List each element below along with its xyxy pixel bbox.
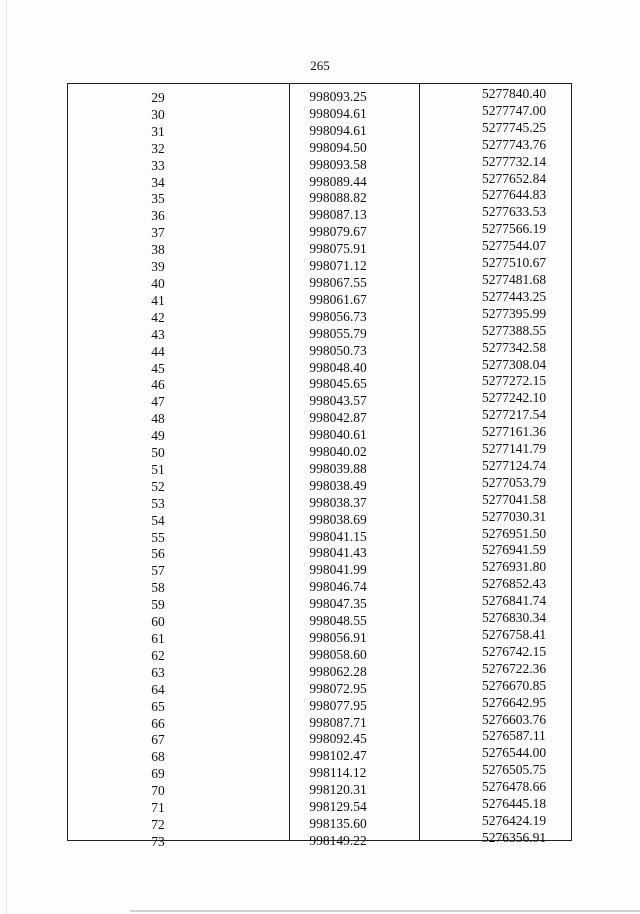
x-coordinate-cell: 998129.54 <box>309 799 367 815</box>
x-coordinate-cell: 998039.88 <box>309 460 367 476</box>
x-coordinate-cell: 998094.61 <box>309 122 367 138</box>
point-number-cell: 38 <box>151 242 165 258</box>
x-coordinate-cell: 998040.02 <box>309 444 367 460</box>
point-number-cell: 60 <box>151 614 165 630</box>
y-coordinate-cell: 5276642.95 <box>481 694 547 710</box>
y-coordinate-cell: 5277443.25 <box>481 288 547 304</box>
point-number-cell: 30 <box>151 106 165 122</box>
x-coordinate-cell: 998087.71 <box>309 714 367 730</box>
x-coordinate-cell: 998046.74 <box>309 579 367 595</box>
y-coordinate-cell: 5276544.00 <box>481 745 547 761</box>
x-coordinate-cell: 998038.69 <box>309 511 367 527</box>
point-number-cell: 40 <box>151 275 165 291</box>
y-coordinate-cell: 5276830.34 <box>481 610 547 626</box>
y-coordinate-cell: 5276931.80 <box>481 559 547 575</box>
x-coordinate-cell: 998056.91 <box>309 630 367 645</box>
point-number-cell: 35 <box>151 191 165 207</box>
point-number-cell: 41 <box>151 292 165 308</box>
y-coordinate-cell: 5277652.84 <box>481 170 547 186</box>
y-coordinate-cell: 5277124.74 <box>481 457 547 473</box>
x-coordinate-cell: 998102.47 <box>309 748 367 764</box>
y-coordinate-cell: 5277732.14 <box>481 153 547 169</box>
point-number-cell: 42 <box>151 309 165 325</box>
point-number-cell: 34 <box>151 174 165 190</box>
point-number-cell: 50 <box>151 445 165 461</box>
point-number-cell: 54 <box>151 512 165 528</box>
point-number-cell: 57 <box>151 563 165 579</box>
y-coordinate-cell: 5277745.25 <box>481 119 547 135</box>
coordinate-table <box>67 83 572 849</box>
y-coordinate-cell: 5277272.15 <box>481 373 547 389</box>
point-number-cell: 71 <box>151 800 165 816</box>
y-coordinate-cell: 5277041.58 <box>481 491 547 507</box>
y-coordinate-cell: 5277510.67 <box>481 255 547 271</box>
y-coordinate-cell: 5277141.79 <box>481 441 547 457</box>
point-number-cell: 63 <box>151 664 165 680</box>
y-coordinate-cell: 5277566.19 <box>481 221 547 237</box>
point-number-cell: 29 <box>151 90 165 105</box>
x-coordinate-cell: 998135.60 <box>309 815 367 831</box>
point-number-cell: 67 <box>151 732 165 748</box>
point-number-cell: 61 <box>151 631 165 646</box>
x-coordinate-cell: 998041.43 <box>309 545 367 561</box>
y-coordinate-cell: 5276941.59 <box>481 542 547 558</box>
x-coordinate-cell: 998075.91 <box>309 241 367 257</box>
x-coordinate-cell: 998038.49 <box>309 477 367 493</box>
point-number-cell: 70 <box>151 783 165 799</box>
point-number-cell: 48 <box>151 411 165 427</box>
y-coordinate-cell: 5277388.55 <box>481 322 547 338</box>
x-coordinate-cell: 998058.60 <box>309 646 367 662</box>
point-number-cell: 64 <box>151 681 165 697</box>
x-coordinate-cell: 998048.55 <box>309 613 367 629</box>
x-coordinate-cell: 998089.44 <box>309 173 367 189</box>
x-coordinate-cell: 998047.35 <box>309 596 367 612</box>
x-coordinate-cell: 998093.58 <box>309 156 367 172</box>
x-coordinate-cell: 998056.73 <box>309 308 367 324</box>
point-number-cell: 59 <box>151 597 165 613</box>
y-coordinate-cell: 5276356.91 <box>481 829 547 845</box>
x-coordinate-cell: 998061.67 <box>309 291 367 307</box>
point-number-cell: 45 <box>151 360 165 376</box>
x-coordinate-cell: 998043.57 <box>309 393 367 409</box>
x-coordinate-cell: 998045.65 <box>309 376 367 392</box>
y-coordinate-cell: 5276758.41 <box>481 627 547 642</box>
x-coordinate-cell: 998067.55 <box>309 274 367 290</box>
point-number-cell: 46 <box>151 377 165 393</box>
x-coordinate-cell: 998094.50 <box>309 139 367 155</box>
x-coordinate-cell: 998038.37 <box>309 494 367 510</box>
x-coordinate-cell: 998077.95 <box>309 697 367 713</box>
x-coordinate-cell: 998072.95 <box>309 680 367 696</box>
x-coordinate-cell: 998048.40 <box>309 359 367 375</box>
table-row <box>68 829 571 850</box>
x-coordinate-cell: 998055.79 <box>309 325 367 341</box>
y-coordinate-cell: 5277747.00 <box>481 102 547 118</box>
point-number-cell: 53 <box>151 495 165 511</box>
y-coordinate-cell: 5276587.11 <box>482 728 546 744</box>
point-number-cell: 69 <box>151 766 165 782</box>
point-number-cell: 44 <box>151 343 165 359</box>
y-coordinate-cell: 5276722.36 <box>481 660 547 676</box>
point-number-cell: 56 <box>151 546 165 562</box>
y-coordinate-cell: 5277840.40 <box>481 86 547 101</box>
x-coordinate-cell: 998050.73 <box>309 342 367 358</box>
point-number-cell: 49 <box>151 428 165 444</box>
x-coordinate-cell: 998042.87 <box>309 410 367 426</box>
y-coordinate-cell: 5277633.53 <box>481 204 547 220</box>
y-coordinate-cell: 5276424.19 <box>481 812 547 828</box>
page-number: 265 <box>310 58 330 73</box>
x-coordinate-cell: 998071.12 <box>309 258 367 274</box>
y-coordinate-cell: 5277544.07 <box>481 238 547 254</box>
point-number-cell: 66 <box>151 715 165 731</box>
x-coordinate-cell: 998041.99 <box>309 562 367 578</box>
y-coordinate-cell: 5277242.10 <box>481 390 547 406</box>
point-number-cell: 47 <box>151 394 165 410</box>
point-number-cell: 51 <box>151 461 165 477</box>
point-number-cell: 32 <box>151 140 165 156</box>
y-coordinate-cell: 5277217.54 <box>481 407 547 423</box>
y-coordinate-cell: 5277161.36 <box>481 424 547 440</box>
x-coordinate-cell: 998114.12 <box>309 765 367 781</box>
x-coordinate-cell: 998093.25 <box>309 89 367 104</box>
point-number-cell: 33 <box>151 157 165 173</box>
point-number-cell: 62 <box>151 647 165 663</box>
point-number-cell: 39 <box>151 259 165 275</box>
y-coordinate-cell: 5276852.43 <box>481 576 547 592</box>
y-coordinate-cell: 5276478.66 <box>481 779 547 795</box>
y-coordinate-cell: 5276445.18 <box>481 796 547 812</box>
y-coordinate-cell: 5276742.15 <box>481 643 547 659</box>
point-number-cell: 55 <box>151 529 165 545</box>
y-coordinate-cell: 5277481.68 <box>481 271 547 287</box>
y-coordinate-cell: 5276841.74 <box>481 593 547 609</box>
y-coordinate-cell: 5277395.99 <box>481 305 547 321</box>
point-number-cell: 52 <box>151 478 165 494</box>
point-number-cell: 73 <box>151 833 165 849</box>
point-number-cell: 65 <box>151 698 165 714</box>
table-body <box>68 86 571 850</box>
y-coordinate-cell: 5277644.83 <box>481 187 547 203</box>
point-number-cell: 43 <box>151 326 165 342</box>
x-coordinate-cell: 998120.31 <box>309 782 367 798</box>
x-coordinate-cell: 998088.82 <box>309 190 367 206</box>
y-coordinate-cell: 5276670.85 <box>481 677 547 693</box>
x-coordinate-cell: 998094.61 <box>309 105 367 121</box>
x-coordinate-cell: 998087.13 <box>309 207 367 223</box>
scan-edge <box>6 0 7 914</box>
y-coordinate-cell: 5276505.75 <box>481 762 547 778</box>
point-number-cell: 31 <box>151 123 165 139</box>
y-coordinate-cell: 5277030.31 <box>481 508 547 524</box>
x-coordinate-cell: 998041.15 <box>309 528 367 544</box>
x-coordinate-cell: 998149.22 <box>309 832 367 848</box>
x-coordinate-cell: 998092.45 <box>309 731 367 747</box>
point-number-cell: 58 <box>151 580 165 596</box>
y-coordinate-cell: 5277308.04 <box>481 356 547 372</box>
point-number-cell: 68 <box>151 749 165 765</box>
y-coordinate-cell: 5276951.50 <box>481 525 547 541</box>
point-number-cell: 36 <box>151 208 165 224</box>
y-coordinate-cell: 5277342.58 <box>481 339 547 355</box>
x-coordinate-cell: 998079.67 <box>309 224 367 240</box>
scan-bottom-edge <box>130 910 640 912</box>
point-number-cell: 72 <box>151 816 165 832</box>
y-coordinate-cell: 5277053.79 <box>481 474 547 490</box>
point-number-cell: 37 <box>151 225 165 241</box>
y-coordinate-cell: 5276603.76 <box>481 711 547 727</box>
x-coordinate-cell: 998062.28 <box>309 663 367 679</box>
y-coordinate-cell: 5277743.76 <box>481 136 547 152</box>
x-coordinate-cell: 998040.61 <box>309 427 367 443</box>
